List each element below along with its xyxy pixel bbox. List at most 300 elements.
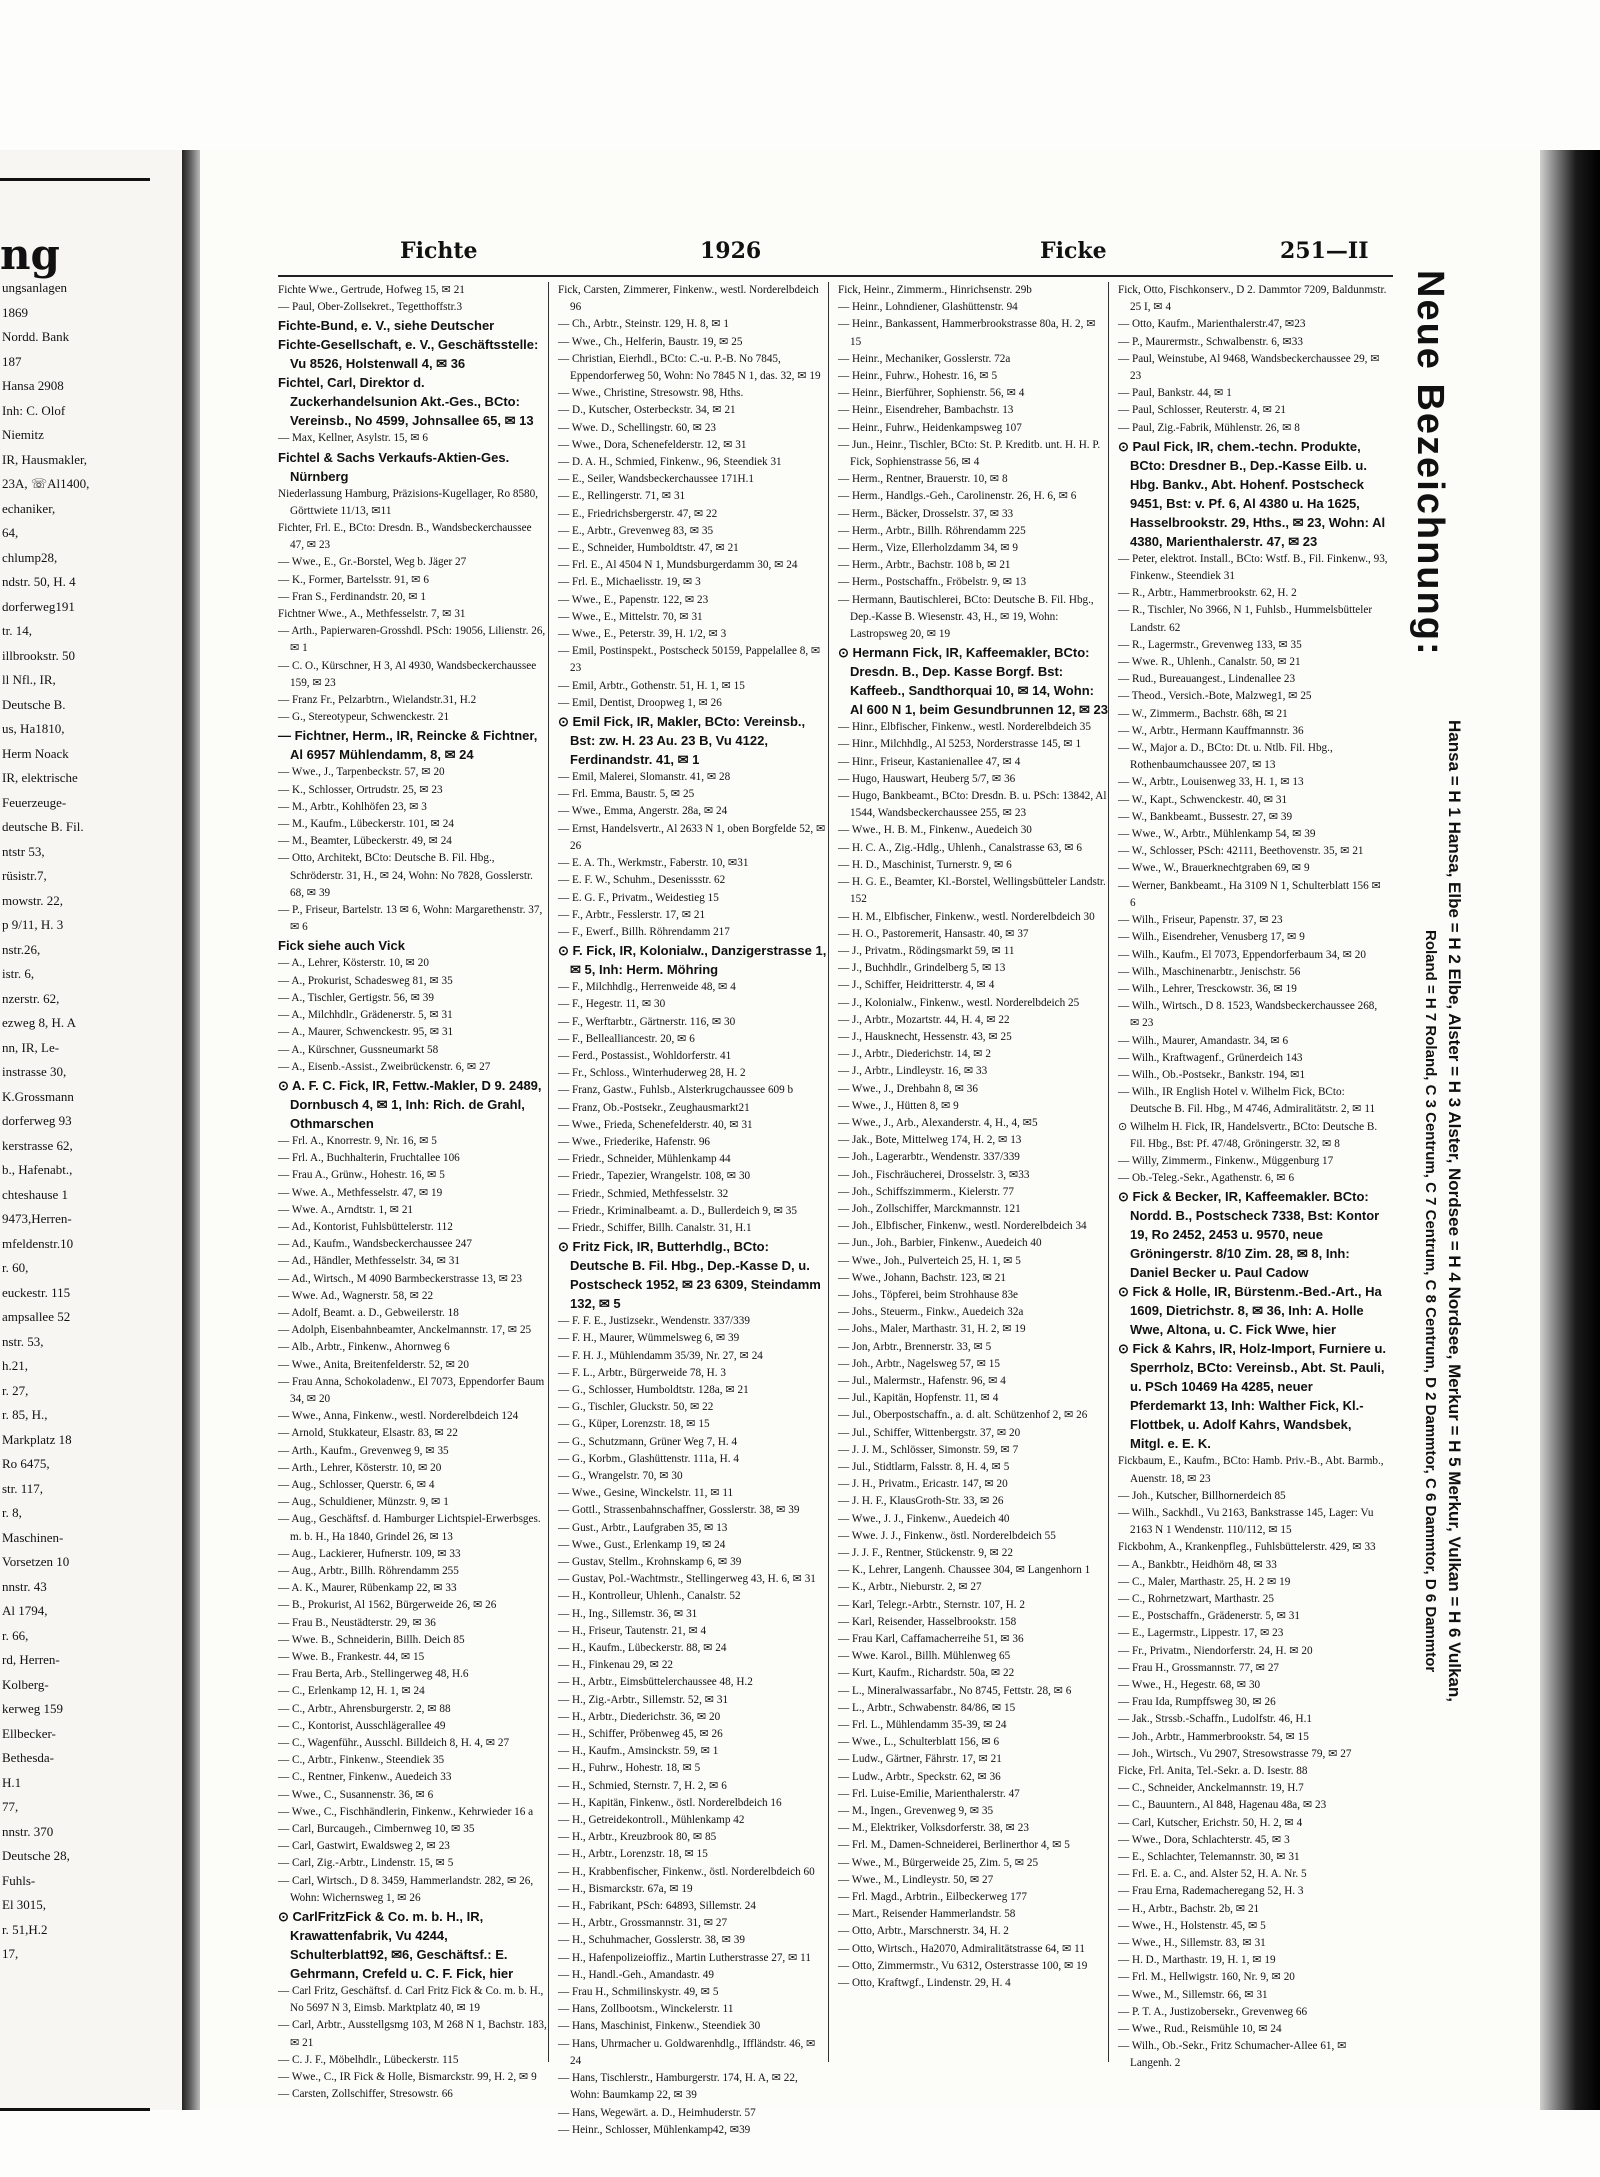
left-fragment-line: nnstr. 43: [2, 1578, 47, 1594]
directory-entry: ⊙ Wilhelm H. Fick, IR, Handelsvertr., BCto: Deutsche B. Fil. Hbg., Bst: Pf. 47/48, Gröningerstr. 32, ✉ 8: [1118, 1120, 1378, 1150]
directory-entry: — B., Prokurist, Al 1562, Bürgerweide 26, ✉ 26: [278, 1599, 497, 1612]
left-fragment-line: str. 117,: [2, 1480, 44, 1496]
directory-entry: — Friedr., Schneider, Mühlenkamp 44: [558, 1153, 731, 1166]
left-fragment-line: Feuerzeuge-: [2, 794, 67, 810]
directory-entry: — Ad., Wirtsch., M 4090 Barmbeckerstrasse 13, ✉ 23: [278, 1272, 522, 1285]
directory-entry: — J., Buchhdlr., Grindelberg 5, ✉ 13: [838, 962, 1006, 975]
left-fragment-line: p 9/11, H. 3: [2, 917, 64, 932]
directory-entry: — Wwe. J. J., Finkenw., östl. Norderelbdeich 55: [838, 1529, 1056, 1542]
directory-entry: — Jul., Schiffer, Wittenbergstr. 37, ✉ 20: [838, 1426, 1021, 1439]
directory-entry: — J., Schiffer, Heidritterstr. 4, ✉ 4: [838, 979, 995, 992]
directory-entry: — Franz, Gastw., Fuhlsb., Alsterkrugchaussee 609 b: [558, 1084, 794, 1097]
left-fragment-line: nzerstr. 62,: [2, 990, 60, 1006]
directory-entry: — Wilh., Lehrer, Tresckowstr. 36, ✉ 19: [1118, 982, 1297, 995]
left-fragment-line: 23A, ☏Al1400,: [2, 476, 90, 491]
directory-entry: — Frl. M., Hellwigstr. 160, Nr. 9, ✉ 20: [1118, 1971, 1295, 1984]
directory-entry: — Carl, Arbtr., Ausstellgsmg 103, M 268 N 1, Bachstr. 183, ✉ 21: [278, 2019, 547, 2049]
directory-entry: — E., Schneider, Humboldtstr. 47, ✉ 21: [558, 542, 739, 555]
directory-entry: — P., Friseur, Bartelstr. 13 ✉ 6, Wohn: Margarethenstr. 37, ✉ 6: [278, 904, 543, 934]
left-fragment-line: chteshause 1: [2, 1186, 69, 1202]
directory-entry: Fick siehe auch Vick: [278, 938, 405, 954]
directory-entry: — Frl. L., Mühlendamm 35-39, ✉ 24: [838, 1719, 1007, 1732]
header-year: 1926: [700, 238, 762, 264]
directory-entry: — G., Schutzmann, Grüner Weg 7, H. 4: [558, 1435, 738, 1448]
directory-entry: — Willy, Zimmerm., Finkenw., Müggenburg 17: [1118, 1154, 1334, 1167]
directory-entry: — J. H. F., KlausGroth-Str. 33, ✉ 26: [838, 1495, 1004, 1508]
directory-entry: — J. J. F., Rentner, Stückenstr. 9, ✉ 22: [838, 1547, 1013, 1560]
directory-entry: — Wwe., H. B. M., Finkenw., Auedeich 30: [838, 824, 1032, 837]
directory-entry: — Wilh., Sackhdl., Vu 2163, Bankstrasse 145, Lager: Vu 2163 N 1 Wendenstr. 110/112, ✉ 15: [1118, 1506, 1374, 1537]
directory-entry: — Frau Ida, Rumpffsweg 30, ✉ 26: [1118, 1696, 1276, 1709]
left-fragment-line: dorferweg191: [2, 598, 75, 614]
directory-entry: — Frl. A., Knorrestr. 9, Nr. 16, ✉ 5: [278, 1134, 437, 1147]
directory-entry: — Carl, Kutscher, Erichstr. 50, H. 2, ✉ 4: [1118, 1816, 1303, 1829]
directory-entry: — W., Kapt., Schwenckestr. 40, ✉ 31: [1118, 793, 1288, 806]
left-fragment-line: Deutsche 28,: [2, 1848, 70, 1863]
left-fragment-line: Bethesda-: [2, 1750, 54, 1765]
left-fragment-line: rüsistr.7,: [2, 868, 47, 883]
directory-entry: — G., Wrangelstr. 70, ✉ 30: [558, 1469, 683, 1482]
directory-entry: — H., Kaufm., Amsinckstr. 59, ✉ 1: [558, 1745, 719, 1758]
directory-entry: — H., Arbtr., Grossmannstr. 31, ✉ 27: [558, 1917, 728, 1930]
directory-entry: — C. O., Kürschner, H 3, Al 4930, Wandsbeckerchaussee 159, ✉ 23: [278, 659, 537, 689]
directory-entry: — J., Kolonialw., Finkenw., westl. Norderelbdeich 25: [838, 996, 1080, 1009]
directory-entry: — Frl. E., Al 4504 N 1, Mundsburgerdamm 30, ✉ 24: [558, 559, 798, 572]
directory-entry: — Wwe., M., Sillemstr. 66, ✉ 31: [1118, 1988, 1268, 2001]
directory-entry: — C., Schneider, Anckelmannstr. 19, H.7: [1118, 1782, 1304, 1795]
directory-entry: Fichte-Gesellschaft, e. V., Geschäftsstelle: Vu 8526, Holstenwall 4, ✉ 36: [278, 337, 539, 372]
directory-entry: — E., Schlachter, Telemannstr. 30, ✉ 31: [1118, 1851, 1300, 1864]
directory-entry: — K., Lehrer, Langenh. Chaussee 304, ✉ Langenhorn 1: [838, 1564, 1091, 1577]
directory-entry: — Franz Fr., Pelzarbtrn., Wielandstr.31, H.2: [278, 694, 477, 707]
directory-entry: — H., Getreidekontroll., Mühlenkamp 42: [558, 1814, 745, 1827]
directory-entry: — G., Stereotypeur, Schwenckestr. 21: [278, 711, 450, 724]
left-fragment-line: b., Hafenabt.,: [2, 1162, 73, 1177]
directory-entry: — M., Kaufm., Lübeckerstr. 101, ✉ 24: [278, 818, 454, 831]
directory-entry: — Herm., Bäcker, Drosselstr. 37, ✉ 33: [838, 507, 1014, 520]
left-fragment-line: ntstr 53,: [2, 843, 45, 859]
directory-entry: — Aug., Geschäftsf. d. Hamburger Lichtspiel-Erwerbsges. m. b. H., Ha 1840, Grindel 26, ✉ 13: [278, 1513, 541, 1543]
left-fragment-line: chlump28,: [2, 549, 58, 565]
directory-entry: — Wwe., J., Arb., Alexanderstr. 4, H., 4, ✉5: [838, 1116, 1038, 1129]
directory-entry: — Wwe., J. J., Finkenw., Auedeich 40: [838, 1512, 1010, 1525]
directory-entry: — Ad., Kaufm., Wandsbeckerchaussee 247: [278, 1238, 472, 1251]
directory-entry: — H., Arbtr., Kreuzbrook 80, ✉ 85: [558, 1831, 717, 1844]
directory-entry: — A., Tischler, Gertigstr. 56, ✉ 39: [278, 991, 434, 1004]
directory-entry: — Ob.-Teleg.-Sekr., Agathenstr. 6, ✉ 6: [1118, 1172, 1295, 1185]
left-fragment-line: istr. 6,: [2, 966, 35, 981]
directory-entry: — H., Fabrikant, PSch: 64893, Sillemstr. 24: [558, 1900, 756, 1913]
directory-entry: — Gust., Arbtr., Laufgraben 35, ✉ 13: [558, 1521, 728, 1534]
directory-entry: — Joh., Fischräucherei, Drosselstr. 3, ✉33: [838, 1168, 1030, 1181]
directory-entry: Fickbohm, A., Krankenpfleg., Fuhlsbüttelerstr. 429, ✉ 33: [1118, 1541, 1376, 1554]
directory-entry: — Emil, Postinspekt., Postscheck 50159, Pappelallee 8, ✉ 23: [558, 645, 821, 675]
directory-entry: — W., Arbtr., Louisenweg 33, H. 1, ✉ 13: [1118, 776, 1304, 789]
directory-entry: — Karl, Reisender, Hasselbrookstr. 158: [838, 1615, 1017, 1628]
directory-entry: — E., Postschaffn., Grädenerstr. 5, ✉ 31: [1118, 1610, 1300, 1623]
directory-entry: — Wwe., H., Sillemstr. 83, ✉ 31: [1118, 1937, 1266, 1950]
directory-entry: ⊙ Fritz Fick, IR, Butterhdlg., BCto: Deutsche B. Fil. Hbg., Dep.-Kasse D, u. Postscheck 1952, ✉ 23 6309, Steindamm 132, ✉ 5: [558, 1239, 821, 1312]
directory-entry: — Aug., Arbtr., Billh. Röhrendamm 255: [278, 1564, 459, 1577]
directory-entry: — Wwe., J., Tarpenbeckstr. 57, ✉ 20: [278, 766, 445, 779]
directory-entry: — Ernst, Handelsvertr., Al 2633 N 1, oben Borgfelde 52, ✉ 26: [558, 822, 826, 852]
directory-entry: — Joh., Wirtsch., Vu 2907, Stresowstrasse 79, ✉ 27: [1118, 1747, 1352, 1760]
left-page-fragment: [0, 150, 182, 2110]
left-fragment-line: dorferweg 93: [2, 1113, 72, 1128]
left-fragment-line: Markplatz 18: [2, 1431, 72, 1447]
directory-entry: — Adolf, Beamt. a. D., Gebweilerstr. 18: [278, 1306, 459, 1319]
directory-entry: — F. H., Maurer, Wümmelsweg 6, ✉ 39: [558, 1332, 740, 1345]
left-fragment-line: ampsallee 52: [2, 1309, 71, 1324]
directory-entry: — Wilh., Eisendreher, Venusberg 17, ✉ 9: [1118, 931, 1305, 944]
directory-entry: — Theod., Versich.-Bote, Malzweg1, ✉ 25: [1118, 690, 1312, 703]
directory-entry: — H. G. E., Beamter, Kl.-Borstel, Wellingsbütteler Landstr. 152: [838, 876, 1106, 906]
directory-entry: — Otto, Kraftwgf., Lindenstr. 29, H. 4: [838, 1977, 1011, 1990]
directory-entry: — E., Lagermstr., Lippestr. 17, ✉ 23: [1118, 1627, 1284, 1640]
directory-entry: — Frl. E. a. C., and. Alster 52, H. A. Nr. 5: [1118, 1868, 1307, 1881]
directory-entry: — Wwe., C., IR Fick & Holle, Bismarckstr. 99, H. 2, ✉ 9: [278, 2071, 537, 2084]
directory-entry: — Arth., Lehrer, Kösterstr. 10, ✉ 20: [278, 1461, 442, 1474]
directory-entry: — Herm., Handlgs.-Geh., Carolinenstr. 26, H. 6, ✉ 6: [838, 490, 1077, 503]
directory-entry: — Heinr., Bankassent, Hammerbrookstrasse 80a, H. 2, ✉ 15: [838, 318, 1096, 348]
directory-entry: — Ch., Arbtr., Steinstr. 129, H. 8, ✉ 1: [558, 318, 729, 331]
directory-entry: — H., Kapitän, Finkenw., östl. Norderelbdeich 16: [558, 1796, 782, 1809]
directory-entry: — Herm., Postschaffn., Fröbelstr. 9, ✉ 13: [838, 576, 1027, 589]
page-number: 251—II: [1280, 238, 1369, 264]
directory-entry: — H., Arbtr., Diederichstr. 36, ✉ 20: [558, 1710, 721, 1723]
directory-entry: — Wilh., IR English Hotel v. Wilhelm Fick, BCto: Deutsche B. Fil. Hbg., M 4746, Admiralitätstr. 2, ✉ 11: [1118, 1086, 1376, 1116]
directory-entry: — H., Schuhmacher, Gosslerstr. 38, ✉ 39: [558, 1934, 745, 1947]
directory-entry: — Jak., Bote, Mittelweg 174, H. 2, ✉ 13: [838, 1134, 1022, 1147]
directory-entry: — G., Korbm., Glashüttenstr. 111a, H. 4: [558, 1452, 739, 1465]
directory-entry: — Wwe., Rud., Reismühle 10, ✉ 24: [1118, 2023, 1282, 2036]
directory-entry: — Alb., Arbtr., Finkenw., Ahornweg 6: [278, 1341, 450, 1354]
left-fragment-line: Fuhls-: [2, 1872, 36, 1888]
directory-entry: — F., Werftarbtr., Gärtnerstr. 116, ✉ 30: [558, 1015, 736, 1028]
header-right-word: Ficke: [1040, 238, 1107, 264]
directory-entry: — Arth., Papierwaren-Grosshdl. PSch: 19056, Lilienstr. 26, ✉ 1: [278, 625, 546, 655]
directory-entry: — Herm., Arbtr., Billh. Röhrendamm 225: [838, 524, 1026, 537]
directory-entry: — A., Maurer, Schwenckestr. 95, ✉ 31: [278, 1026, 454, 1039]
directory-entry: — Carl Fritz, Geschäftsf. d. Carl Fritz Fick & Co. m. b. H., No 5697 N 3, Eimsb. Marktplatz 40, ✉ 19: [278, 1985, 544, 2015]
left-fragment-line: illbrookstr. 50: [2, 647, 75, 663]
directory-entry: — E., Friedrichsbergerstr. 47, ✉ 22: [558, 507, 718, 520]
left-fragment-line: mowstr. 22,: [2, 892, 64, 908]
directory-entry: — Wwe., W., Brauerknechtgraben 69, ✉ 9: [1118, 862, 1310, 875]
directory-entry: — F. L., Arbtr., Bürgerweide 78, H. 3: [558, 1366, 726, 1379]
left-fragment-line: 1869: [2, 304, 28, 320]
directory-entry: — F., Ewerf., Billh. Röhrendamm 217: [558, 925, 730, 938]
directory-entry: — Emil, Malerei, Slomanstr. 41, ✉ 28: [558, 771, 731, 784]
directory-entry: — Wwe., Anna, Finkenw., westl. Norderelbdeich 124: [278, 1410, 519, 1423]
directory-entry: ⊙ Emil Fick, IR, Makler, BCto: Vereinsb., Bst: zw. H. 23 Au. 23 B, Vu 4122, Ferdinandstr. 41, ✉ 1: [558, 714, 806, 768]
directory-entry: — K., Schlosser, Ortrudstr. 25, ✉ 23: [278, 783, 443, 796]
side-notice-title: Neue Bezeichnung:: [1409, 270, 1451, 657]
directory-entry: — Kurt, Kaufm., Richardstr. 50a, ✉ 22: [838, 1667, 1015, 1680]
page-header: [280, 238, 1380, 278]
directory-entry: — Franz, Ob.-Postsekr., Zeughausmarkt21: [558, 1101, 750, 1114]
directory-entry: — Wilh., Kaufm., El 7073, Eppendorferbaum 34, ✉ 20: [1118, 948, 1366, 961]
directory-entry: — Hinr., Milchhdlg., Al 5253, Norderstrasse 145, ✉ 1: [838, 738, 1082, 751]
left-fragment-line: 187: [2, 353, 22, 369]
directory-entry: — F., Bellealliancestr. 20, ✉ 6: [558, 1032, 695, 1045]
directory-entry: — J., Hausknecht, Hessenstr. 43, ✉ 25: [838, 1030, 1012, 1043]
directory-entry: — Wwe., Gust., Erlenkamp 19, ✉ 24: [558, 1538, 726, 1551]
left-fragment-line: nnstr. 370: [2, 1823, 54, 1839]
directory-entry: — Wwe., Dora, Schlachterstr. 45, ✉ 3: [1118, 1833, 1290, 1846]
directory-entry: — H. M., Elbfischer, Finkenw., westl. Norderelbdeich 30: [838, 910, 1095, 923]
directory-entry: — Jon, Arbtr., Brennerstr. 33, ✉ 5: [838, 1340, 992, 1353]
directory-entry: Fickbaum, E., Kaufm., BCto: Hamb. Priv.-B., Abt. Barmb., Auenstr. 18, ✉ 23: [1118, 1455, 1384, 1485]
directory-entry: ⊙ Hermann Fick, IR, Kaffeemakler, BCto: Dresdn. B., Dep. Kasse Borgf. Bst: Kaffeeb., Sandthorquai 10, ✉ 14, Wohn: Al 600 N 1, beim Gesundbrunnen 12, ✉ 23: [838, 645, 1108, 718]
directory-entry: — Wwe., Johann, Bachstr. 123, ✉ 21: [838, 1271, 1006, 1284]
directory-entry: — Friedr., Tapezier, Wrangelstr. 108, ✉ 30: [558, 1170, 751, 1183]
left-fragment-line: Kolberg-: [2, 1676, 49, 1692]
directory-entry: — E., Rellingerstr. 71, ✉ 31: [558, 490, 686, 503]
directory-entry: — Frl. Magd., Arbtrin., Eilbeckerweg 177: [838, 1891, 1027, 1904]
directory-entry: — J. H., Privatm., Ericastr. 147, ✉ 20: [838, 1478, 1008, 1491]
directory-entry: — Otto, Arbtr., Marschnerstr. 34, H. 2: [838, 1925, 1009, 1938]
directory-entry: — Joh., Kutscher, Billhornerdeich 85: [1118, 1489, 1286, 1502]
directory-entry: — Ludw., Arbtr., Speckstr. 62, ✉ 36: [838, 1770, 1001, 1783]
directory-entry: — G., Küper, Lorenzstr. 18, ✉ 15: [558, 1418, 710, 1431]
directory-entry: — Ferd., Postassist., Wohldorferstr. 41: [558, 1049, 732, 1062]
directory-entry: — Wwe. B., Schneiderin, Billh. Deich 85: [278, 1633, 465, 1646]
directory-entry: — Wwe., L., Schulterblatt 156, ✉ 6: [838, 1736, 1000, 1749]
directory-entry: ⊙ Fick & Becker, IR, Kaffeemakler. BCto: Nordd. B., Postscheck 7338, Bst: Kontor 19, Ro 2452, 2453 u. 9570, neue Gröningerstr. 8/10 Zim. 28, ✉ 8, Inh: Daniel Becker u. Paul Cadow: [1118, 1189, 1380, 1281]
directory-entry: — Joh., Schiffszimmerm., Kielerstr. 77: [838, 1185, 1014, 1198]
directory-entry: — W., Arbtr., Hermann Kauffmannstr. 36: [1118, 724, 1304, 737]
header-left-word: Fichte: [400, 238, 478, 264]
directory-entry: ⊙ Paul Fick, IR, chem.-techn. Produkte, BCto: Dresdner B., Dep.-Kasse Eilb. u. Hbg. Bankv., Abt. Hohenf. Postscheck 9451, Bst: v. Pf. 6, Al 4380 u. Ha 1625, Hasselbrookstr. 29, Hths., ✉ 23, Wohn: Al 4380, Marienthalerstr. 47, ✉ 23: [1118, 438, 1386, 549]
directory-entry: — C., Arbtr., Ahrensburgerstr. 2, ✉ 88: [278, 1702, 451, 1715]
left-fragment-line: IR, elektrische: [2, 770, 78, 785]
directory-entry: — D., Kutscher, Osterbeckstr. 34, ✉ 21: [558, 404, 736, 417]
directory-entry: — Jul., Malermstr., Hafenstr. 96, ✉ 4: [838, 1374, 1006, 1387]
directory-entry: — H., Kontrolleur, Uhlenh., Canalstr. 52: [558, 1590, 741, 1603]
side-notice-line-2: Roland = H 7 Roland, C 3 Centrum, C 7 Centrum, C 8 Centrum, D 2 Dammtor, C 6 Dammtor, D 6 Dammtor: [1422, 930, 1439, 1673]
directory-entry: — L., Arbtr., Schwabenstr. 84/86, ✉ 15: [838, 1701, 1016, 1714]
directory-entry: — Johs., Töpferei, beim Strohhause 83e: [838, 1288, 1019, 1301]
directory-entry: — J., Arbtr., Mozartstr. 44, H. 4, ✉ 22: [838, 1013, 1010, 1026]
directory-entry: — Wwe., J., Hütten 8, ✉ 9: [838, 1099, 959, 1112]
left-fragment-line: Ellbecker-: [2, 1725, 56, 1741]
directory-entry: — Otto, Kaufm., Marienthalerstr.47, ✉23: [1118, 318, 1306, 331]
directory-entry: — Heinr., Schlosser, Mühlenkamp42, ✉39: [558, 2123, 751, 2136]
column-4: [1118, 282, 1388, 2070]
directory-entry: — Joh., Elbfischer, Finkenw., westl. Norderelbdeich 34: [838, 1220, 1087, 1233]
directory-entry: — Joh., Lagerarbtr., Wendenstr. 337/339: [838, 1151, 1020, 1164]
left-fragment-line: ungsanlagen: [2, 280, 67, 295]
directory-entry: — Jul., Stidtlarm, Falsstr. 8, H. 4, ✉ 5: [838, 1461, 1010, 1473]
directory-entry: Fick, Carsten, Zimmerer, Finkenw., westl. Norderelbdeich 96: [558, 284, 819, 314]
left-fragment-line: El 3015,: [2, 1897, 47, 1912]
left-fragment-line: nn, IR, Le-: [2, 1039, 60, 1055]
directory-entry: — C., Wagenführ., Ausschl. Billdeich 8, H. 4, ✉ 27: [278, 1737, 510, 1750]
left-fragment-line: r. 85, H.,: [2, 1407, 48, 1422]
directory-entry: — Johs., Steuerm., Finkw., Auedeich 32a: [838, 1306, 1024, 1319]
directory-entry: — Jul., Oberpostschaffn., a. d. alt. Schützenhof 2, ✉ 26: [838, 1409, 1088, 1422]
right-page-edge: [1540, 150, 1600, 2110]
directory-entry: — Frau Karl, Caffamacherreihe 51, ✉ 36: [838, 1633, 1024, 1646]
left-fragment-line: kerstrasse 62,: [2, 1137, 73, 1153]
directory-entry: — H., Arbtr., Bachstr. 2b, ✉ 21: [1118, 1902, 1260, 1915]
directory-entry: — Frau A., Grünw., Hohestr. 16, ✉ 5: [278, 1169, 445, 1182]
directory-entry: — Hugo, Bankbeamt., BCto: Dresdn. B. u. PSch: 13842, Al 1544, Wandsbeckerchaussee 255, ✉ 23: [838, 790, 1107, 820]
directory-entry: Fichte-Bund, e. V., siehe Deutscher: [278, 318, 495, 334]
directory-entry: — Wilh., Ob.-Postsekr., Bankstr. 194, ✉1: [1118, 1068, 1306, 1081]
directory-entry: — A. K., Maurer, Rübenkamp 22, ✉ 33: [278, 1582, 457, 1595]
directory-entry: — Jun., Heinr., Tischler, BCto: St. P. Kreditb. unt. H. H. P. Fick, Sophienstrasse 56, ✉ 4: [838, 438, 1101, 469]
directory-entry: — H., Schmied, Sternstr. 7, H. 2, ✉ 6: [558, 1779, 727, 1792]
directory-entry: — P. T. A., Justizobersekr., Grevenweg 66: [1118, 2005, 1308, 2018]
left-fragment-line: Nordd. Bank: [2, 329, 70, 344]
directory-entry: — Wilh., Ob.-Sekr., Fritz Schumacher-Allee 61, ✉ Langenh. 2: [1118, 2040, 1347, 2070]
directory-entry: — H., Fuhrw., Hohestr. 18, ✉ 5: [558, 1762, 701, 1775]
directory-entry: — Werner, Bankbeamt., Ha 3109 N 1, Schulterblatt 156 ✉ 6: [1118, 879, 1381, 909]
directory-entry: — Herm., Vize, Ellerholzdamm 34, ✉ 9: [838, 542, 1018, 555]
directory-entry: Fichtel & Sachs Verkaufs-Aktien-Ges. Nürnberg: [278, 449, 510, 484]
directory-entry: — J., Arbtr., Diederichstr. 14, ✉ 2: [838, 1048, 991, 1061]
directory-entry: — Peter, elektrot. Install., BCto: Wstf. B., Fil. Finkenw., 93, Finkenw., Steendiek 31: [1118, 552, 1388, 583]
directory-entry: — R., Lagermstr., Grevenweg 133, ✉ 35: [1118, 638, 1302, 651]
directory-entry: — Jun., Joh., Barbier, Finkenw., Auedeich 40: [838, 1237, 1042, 1250]
directory-entry: — H., Friseur, Tautenstr. 21, ✉ 4: [558, 1624, 707, 1637]
directory-entry: — Wwe., W., Arbtr., Mühlenkamp 54, ✉ 39: [1118, 828, 1316, 841]
directory-entry: — Wwe., E., Papenstr. 122, ✉ 23: [558, 593, 709, 606]
left-fragment-line: Vorsetzen 10: [2, 1554, 70, 1569]
directory-entry: — Aug., Schlosser, Querstr. 6, ✉ 4: [278, 1478, 435, 1491]
left-fragment-line: mfeldenstr.10: [2, 1235, 74, 1251]
directory-entry: — Arnold, Stukkateur, Elsastr. 83, ✉ 22: [278, 1427, 458, 1440]
directory-entry: — Friedr., Kriminalbeamt. a. D., Bullerdeich 9, ✉ 35: [558, 1204, 797, 1217]
left-fragment-line: ll Nfl., IR,: [2, 672, 56, 687]
directory-entry: — Wwe., Frieda, Schenefelderstr. 40, ✉ 31: [558, 1118, 753, 1131]
directory-entry: — Hans, Wegewärt. a. D., Heimhuderstr. 57: [558, 2106, 756, 2119]
directory-entry: — Frau H., Schmilinskystr. 49, ✉ 5: [558, 1986, 719, 1999]
left-fragment-line: Al 1794,: [2, 1603, 48, 1618]
directory-entry: — A., Lehrer, Kösterstr. 10, ✉ 20: [278, 957, 429, 970]
directory-entry: — E. G. F., Privatm., Weidestieg 15: [558, 891, 719, 904]
directory-entry: — A., Prokurist, Schadesweg 81, ✉ 35: [278, 974, 453, 987]
directory-entry: — M., Beamter, Lübeckerstr. 49, ✉ 24: [278, 835, 452, 848]
directory-entry: — E. F. W., Schuhm., Desenissstr. 62: [558, 874, 726, 887]
directory-entry: — Ludw., Gärtner, Fährstr. 17, ✉ 21: [838, 1753, 1002, 1766]
directory-entry: — Wwe. R., Uhlenh., Canalstr. 50, ✉ 21: [1118, 656, 1301, 669]
directory-entry: — W., Major a. D., BCto: Dt. u. Ntlb. Fil. Hbg., Rothenbaumchaussee 207, ✉ 13: [1118, 742, 1333, 772]
directory-entry: — J., Arbtr., Lindleystr. 16, ✉ 33: [838, 1065, 988, 1078]
directory-entry: — Paul, Zig.-Fabrik, Mühlenstr. 26, ✉ 8: [1118, 421, 1300, 434]
directory-entry: — C., Erlenkamp 12, H. 1, ✉ 24: [278, 1685, 425, 1698]
directory-entry: — Wilh., Wirtsch., D 8. 1523, Wandsbeckerchaussee 268, ✉ 23: [1118, 1000, 1378, 1030]
left-fragment-line: Herm Noack: [2, 745, 69, 761]
directory-entry: — C., Kontorist, Ausschlägerallee 49: [278, 1719, 446, 1732]
directory-entry: Fichter, Frl. E., BCto: Dresdn. B., Wandsbeckerchaussee 47, ✉ 23: [278, 522, 532, 552]
directory-entry: — Wwe., M., Bürgerweide 25, Zim. 5, ✉ 25: [838, 1856, 1039, 1869]
directory-entry: — C., Rohrnetzwart, Marthastr. 25: [1118, 1592, 1274, 1605]
directory-entry: — Paul, Ober-Zollsekret., Tegetthoffstr.3: [278, 301, 463, 314]
left-fragment-line: echaniker,: [2, 500, 56, 516]
directory-entry: — C., Bauuntern., Al 848, Hagenau 48a, ✉ 23: [1118, 1799, 1327, 1812]
directory-entry: — Carl, Zig.-Arbtr., Lindenstr. 15, ✉ 5: [278, 1857, 454, 1870]
directory-entry: — H., Schiffer, Pröbenweg 45, ✉ 26: [558, 1728, 723, 1741]
directory-entry: — Frau Erna, Rademacheregang 52, H. 3: [1118, 1885, 1304, 1898]
directory-entry: — Fr., Schloss., Winterhuderweg 28, H. 2: [558, 1067, 746, 1080]
directory-columns: [278, 282, 1393, 2136]
directory-entry: — Christian, Eierhdl., BCto: C.-u. P.-B. No 7845, Eppendorferweg 50, Wohn: No 7845 N 1, das. 32, ✉ 19: [558, 352, 821, 383]
directory-entry: — F., Hegestr. 11, ✉ 30: [558, 998, 666, 1011]
directory-entry: — A., Kürschner, Gussneumarkt 58: [278, 1043, 439, 1056]
directory-entry: — Wwe., E., Mittelstr. 70, ✉ 31: [558, 610, 703, 623]
directory-entry: — D. A. H., Schmied, Finkenw., 96, Steendiek 31: [558, 456, 782, 469]
directory-entry: — Karl, Telegr.-Arbtr., Sternstr. 107, H. 2: [838, 1598, 1025, 1611]
directory-entry: — R., Tischler, No 3966, N 1, Fuhlsb., Hummelsbütteler Landstr. 62: [1118, 604, 1373, 634]
directory-entry: Niederlassung Hamburg, Präzisions-Kugellager, Ro 8580, Görttwiete 11/13, ✉11: [278, 487, 539, 517]
side-notice: [1400, 270, 1464, 2070]
left-fragment-line: Ro 6475,: [2, 1456, 50, 1471]
directory-entry: — G., Schlosser, Humboldtstr. 128a, ✉ 21: [558, 1383, 749, 1396]
directory-entry: — Rud., Bureauangest., Lindenallee 23: [1118, 673, 1296, 686]
left-fragment-line: nstr. 53,: [2, 1333, 44, 1349]
left-fragment-line: us, Ha1810,: [2, 721, 65, 736]
directory-entry: — Hinr., Elbfischer, Finkenw., westl. Norderelbdeich 35: [838, 721, 1091, 734]
directory-entry: — Frau Anna, Schokoladenw., El 7073, Eppendorfer Baum 34, ✉ 20: [278, 1375, 545, 1405]
directory-entry: — Joh., Zollschiffer, Marckmannstr. 121: [838, 1202, 1021, 1215]
left-rule: [0, 2108, 150, 2111]
directory-entry: — Heinr., Fuhrw., Hohestr. 16, ✉ 5: [838, 370, 998, 383]
directory-entry: — H., Ing., Sillemstr. 36, ✉ 31: [558, 1607, 698, 1620]
directory-entry: — Herm., Arbtr., Bachstr. 108 b, ✉ 21: [838, 559, 1011, 572]
directory-entry: — Gustav, Pol.-Wachtmstr., Stellingerweg 43, H. 6, ✉ 31: [558, 1573, 816, 1586]
directory-entry: — F., Arbtr., Fesslerstr. 17, ✉ 21: [558, 908, 706, 921]
directory-entry: — Wwe. A., Arndtstr. 1, ✉ 21: [278, 1203, 414, 1216]
directory-entry: — H., Finkenau 29, ✉ 22: [558, 1659, 674, 1672]
directory-entry: — Wwe., E., Peterstr. 39, H. 1/2, ✉ 3: [558, 628, 727, 641]
left-fragment-heading: ng: [0, 230, 60, 279]
directory-entry: — Otto, Wirtsch., Ha2070, Admiralitätstrasse 64, ✉ 11: [838, 1942, 1085, 1955]
directory-entry: — Wwe. A., Methfesselstr. 47, ✉ 19: [278, 1186, 443, 1199]
side-notice-line-1: Hansa = H 1 Hansa, Elbe = H 2 Elbe, Alster = H 3 Alster, Nordsee = H 4 Nordsee, Merkur = H 5 Merkur, Vulkan = H 6 Vulkan,: [1445, 720, 1464, 1702]
directory-entry: — Frl. M., Damen-Schneiderei, Berlinerthor 4, ✉ 5: [838, 1839, 1070, 1852]
directory-entry: — Ad., Händler, Methfesselstr. 34, ✉ 31: [278, 1255, 460, 1268]
directory-entry: — Fr., Privatm., Niendorferstr. 24, H. ✉ 20: [1118, 1644, 1313, 1657]
directory-entry: — Heinr., Bierführer, Sophienstr. 56, ✉ 4: [838, 387, 1025, 400]
directory-entry: — C., Arbtr., Finkenw., Steendiek 35: [278, 1754, 445, 1767]
left-fragment-line: nstr.26,: [2, 941, 41, 957]
directory-entry: — Wwe., Christine, Stresowstr. 98, Hths.: [558, 387, 744, 400]
directory-entry: — L., Mineralwassarfabr., No 8745, Fettstr. 28, ✉ 6: [838, 1684, 1072, 1697]
directory-entry: — Wwe., Gesine, Winckelstr. 11, ✉ 11: [558, 1487, 734, 1500]
directory-entry: ⊙ Fick & Kahrs, IR, Holz-Import, Furniere u. Sperrholz, BCto: Vereinsb., Abt. St. Pauli, u. PSch 10469 Ha 4285, neuer Pferdemarkt 13, Inh: Walther Fick, Kl.-Flottbek, u. Adolf Kahrs, Wandsbek, Mitgl. e. E. K.: [1118, 1341, 1387, 1452]
column-1: [278, 282, 549, 2101]
directory-entry: — F., Milchhdlg., Herrenweide 48, ✉ 4: [558, 981, 736, 994]
directory-entry: — Wwe. D., Schellingstr. 60, ✉ 23: [558, 421, 717, 434]
directory-entry: — Frl. Luise-Emilie, Marienthalerstr. 47: [838, 1787, 1020, 1800]
directory-entry: — Gustav, Stellm., Krohnskamp 6, ✉ 39: [558, 1556, 742, 1568]
directory-entry: — G., Tischler, Gluckstr. 50, ✉ 22: [558, 1401, 714, 1414]
directory-entry: — Heinr., Mechaniker, Gosslerstr. 72a: [838, 352, 1011, 365]
directory-entry: — Max, Kellner, Asylstr. 15, ✉ 6: [278, 432, 429, 445]
directory-entry: — H., Kaufm., Lübeckerstr. 88, ✉ 24: [558, 1642, 727, 1655]
directory-entry: — Emil, Dentist, Droopweg 1, ✉ 26: [558, 696, 722, 709]
directory-entry: — Wilh., Kraftwagenf., Grünerdeich 143: [1118, 1051, 1303, 1064]
left-fragment-line: Inh: C. Olof: [2, 402, 66, 418]
directory-entry: — M., Arbtr., Kohlhöfen 23, ✉ 3: [278, 800, 427, 813]
directory-entry: — Otto, Zimmermstr., Vu 6312, Osterstrasse 100, ✉ 19: [838, 1959, 1088, 1972]
left-fragment-line: r. 60,: [2, 1260, 29, 1275]
directory-entry: Fick, Heinr., Zimmerm., Hinrichsenstr. 29b: [838, 284, 1032, 296]
left-fragment-line: 64,: [2, 525, 19, 540]
